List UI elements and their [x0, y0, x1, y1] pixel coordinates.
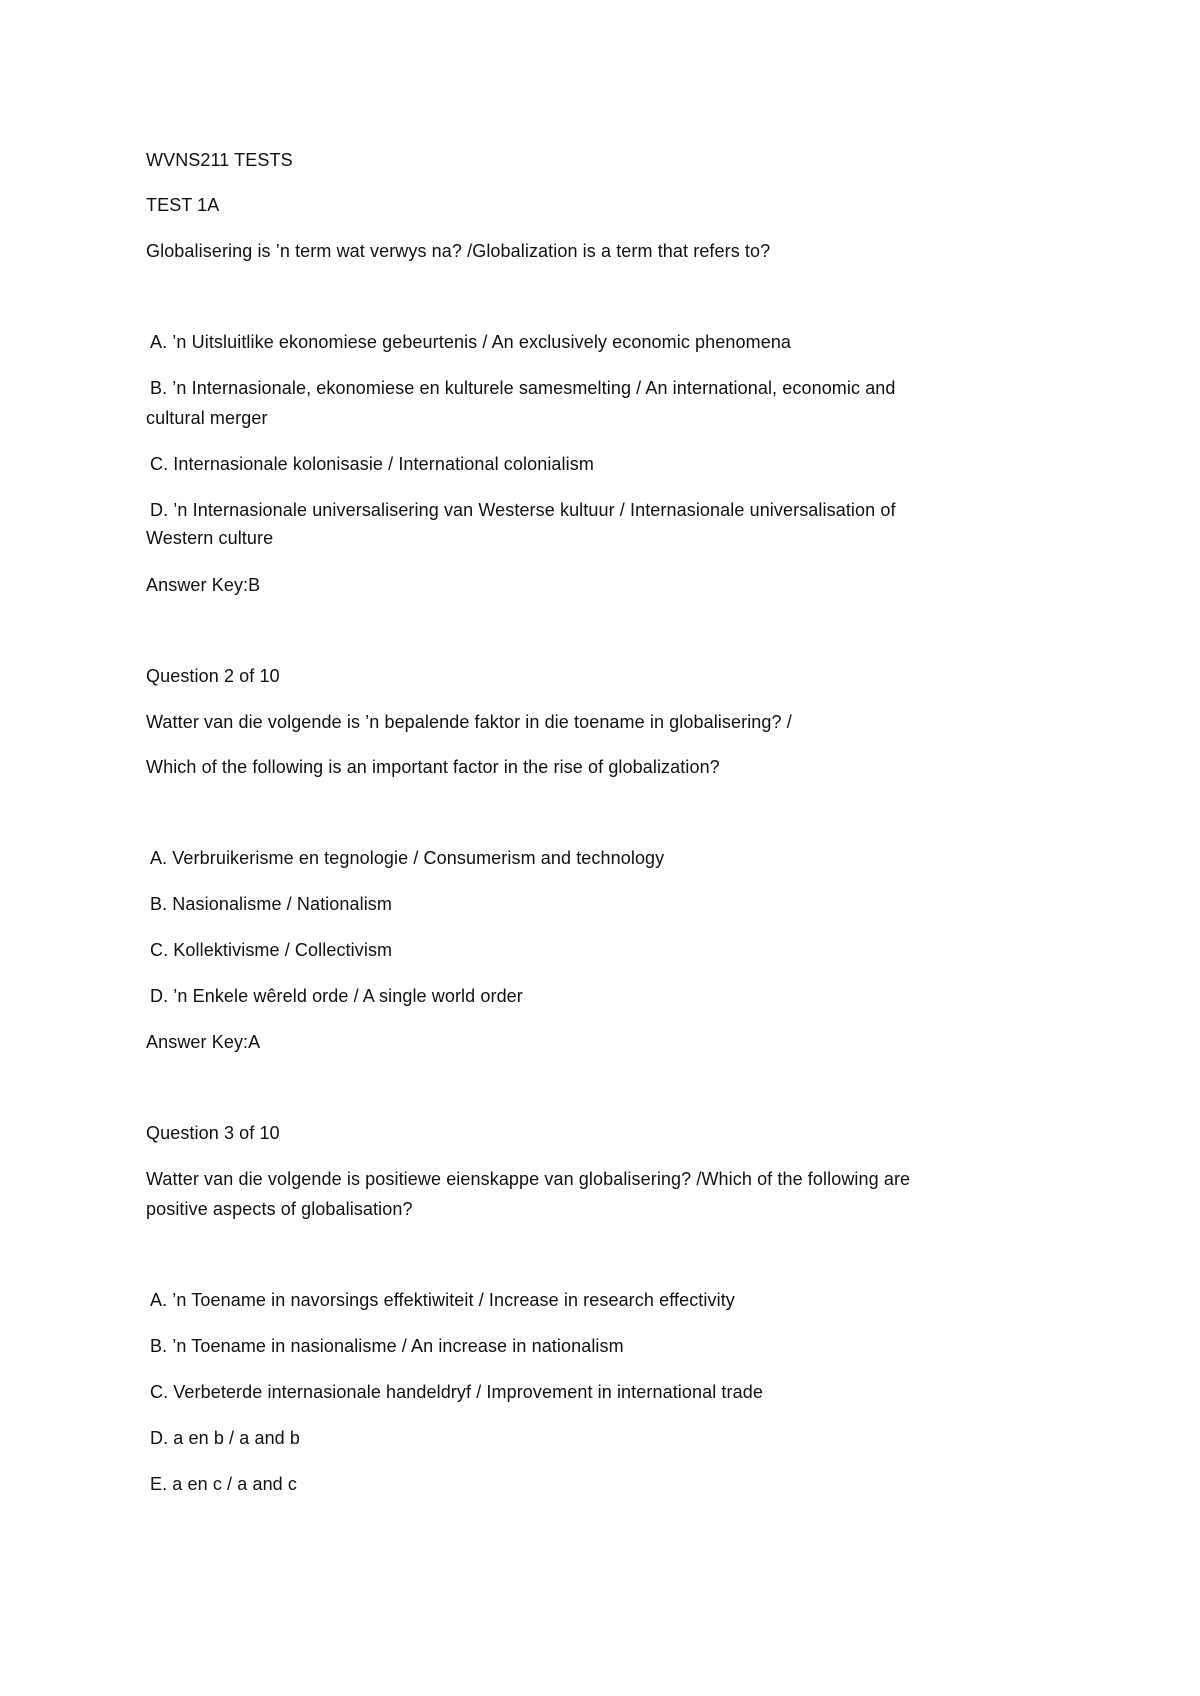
question-2-text-en: Which of the following is an important factor in the rise of globalization? — [146, 757, 720, 777]
test-label: TEST 1A — [146, 195, 220, 215]
question-2-text-af: Watter van die volgende is ’n bepalende faktor in die toename in globalisering? / — [146, 712, 792, 732]
question-2-option-d: D. ’n Enkele wêreld orde / A single world order — [150, 986, 523, 1006]
question-3-label: Question 3 of 10 — [146, 1123, 280, 1143]
question-3-text-line-2: positive aspects of globalisation? — [146, 1199, 413, 1219]
question-2-option-a: A. Verbruikerisme en tegnologie / Consumerism and technology — [150, 848, 665, 868]
question-3-text-line-1: Watter van die volgende is positiewe eienskappe van globalisering? /Which of the following are — [146, 1169, 911, 1189]
question-1-text: Globalisering is ’n term wat verwys na? /Globalization is a term that refers to? — [146, 241, 771, 261]
question-2-option-c: C. Kollektivisme / Collectivism — [150, 940, 393, 960]
question-2-option-b: B. Nasionalisme / Nationalism — [150, 894, 392, 914]
question-1-option-a: A. ’n Uitsluitlike ekonomiese gebeurtenis / An exclusively economic phenomena — [150, 332, 792, 352]
question-1-answer-key: Answer Key:B — [146, 575, 261, 595]
document-header: WVNS211 TESTS — [146, 150, 293, 170]
question-3-option-d: D. a en b / a and b — [150, 1428, 301, 1448]
question-1-option-b: B. ’n Internasionale, ekonomiese en kulturele samesmelting / An international, economic and — [150, 378, 896, 398]
question-3-option-c: C. Verbeterde internasionale handeldryf / Improvement in international trade — [150, 1382, 763, 1402]
question-3-option-e: E. a en c / a and c — [150, 1474, 297, 1494]
question-2-answer-key: Answer Key:A — [146, 1032, 261, 1052]
question-2-label: Question 2 of 10 — [146, 666, 280, 686]
question-3-option-a: A. ’n Toename in navorsings effektiwiteit / Increase in research effectivity — [150, 1290, 735, 1310]
question-3-option-b: B. ’n Toename in nasionalisme / An increase in nationalism — [150, 1336, 624, 1356]
question-1-option-d: D. ’n Internasionale universalisering van Westerse kultuur / Internasionale universalisation of — [150, 500, 896, 520]
question-1-option-d-continued: Western culture — [146, 528, 274, 548]
question-1-option-c: C. Internasionale kolonisasie / International colonialism — [150, 454, 594, 474]
question-1-option-b-continued: cultural merger — [146, 408, 268, 428]
